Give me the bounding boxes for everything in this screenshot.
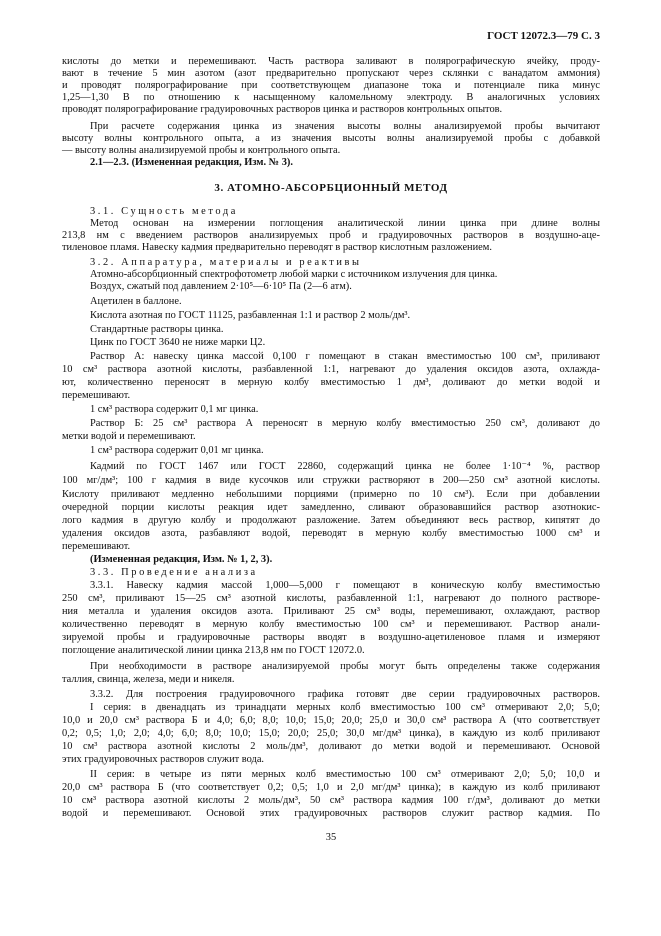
text-line: зируемой пробы и градуировочные растворы вводят в воздушно-ацетиленовое пламя и измеряют — [62, 632, 600, 643]
subsection-heading: 3.2. Аппаратура, материалы и реактивы — [90, 257, 362, 268]
text-line: 250 см³, приливают 15—25 см³ азотной кислоты, разбавленной 1:1, нагревают до полного растворе- — [62, 593, 600, 604]
text-line: кислоты до метки и перемешивают. Часть раствора заливают в полярографическую ячейку, проду- — [62, 56, 600, 67]
text-line: Воздух, сжатый под давлением 2·10⁵—6·10⁵ Па (2—6 атм). — [90, 281, 352, 292]
text-line: 20,0 см³ раствора Б (что соответствует 0,2; 0,5; 1,0 и 2,0 мг/дм³ цинка); в каждую из колб приливают — [62, 782, 600, 793]
text-line: Кислоту приливают медленно небольшими порциями (примерно по 10 см³). Если при добавлении — [62, 489, 600, 500]
text-line: Кадмий по ГОСТ 1467 или ГОСТ 22860, содержащий цинка не более 1·10⁻⁴ %, раствор — [90, 461, 600, 472]
text-line: Раствор Б: 25 см³ раствора А переносят в мерную колбу вместимостью 250 см³, доливают до — [90, 418, 600, 429]
text-line: Атомно-абсорбционный спектрофотометр любой марки с источником излучения для цинка. — [90, 269, 498, 280]
text-line: проводят полярографирование градуировочных растворов цинка и растворов контрольных опытов. — [62, 104, 503, 115]
text-line: поглощение аналитической линии цинка 213,8 нм по ГОСТ 12072.0. — [62, 645, 365, 656]
text-line: 0,2; 0,5; 1,0; 2,0; 4,0; 6,0; 8,0; 10,0; 15,0; 20,0; 25,0; 30,0 мг/дм³ цинка), в каждую из колб приливают — [62, 728, 600, 739]
text-line: 100 мг/дм³; 100 г кадмия в виде кусочков или стружки растворяют в 200—250 см³ азотной кислоты. — [62, 475, 600, 486]
text-line: таллия, свинца, железа, меди и никеля. — [62, 674, 235, 685]
text-line: I серия: в двенадцать из тринадцати мерных колб вместимостью 100 см³ отмеривают 2,0; 5,0; — [90, 702, 600, 713]
text-line: и проводят полярографирование при соответствующем диапазоне тока и потенциале пика минус — [62, 80, 600, 91]
amendment-note: 2.1—2.3. (Измененная редакция, Изм. № 3). — [90, 157, 293, 168]
text-line: 1 см³ раствора содержит 0,1 мг цинка. — [90, 404, 259, 415]
text-line: — высоту волны анализируемой пробы и контрольного опыта. — [62, 145, 341, 156]
running-head: ГОСТ 12072.3—79 С. 3 — [487, 30, 600, 42]
text-line: 10 см³ раствора азотной кислоты 2 моль/дм³, доливают до метки водой и перемешивают. Основой — [62, 741, 600, 752]
text-line: 10 см³ раствора азотной кислоты 2 моль/дм³, 50 см³ раствора кадмия 100 г/дм³, доливают до метки — [62, 795, 600, 806]
text-line: 3.3.2. Для построения градуировочного графика готовят две серии градуировочных растворов. — [90, 689, 600, 700]
text-line: При расчете содержания цинка из значения высоты волны анализируемой пробы вычитают — [90, 121, 600, 132]
text-line: Метод основан на измерении поглощения аналитической линии цинка при длине волны — [90, 218, 600, 229]
text-line: ют, количественно переносят в мерную колбу вместимостью 1 дм³, доливают до метки водой и — [62, 377, 600, 388]
text-line: Цинк по ГОСТ 3640 не ниже марки Ц2. — [90, 337, 266, 348]
text-line: Кислота азотная по ГОСТ 11125, разбавленная 1:1 и раствор 2 моль/дм³. — [90, 310, 411, 321]
subsection-heading: 3.1. Сущность метода — [90, 206, 238, 217]
text-line: лого кадмия в другую колбу и продолжают разложение. Затем объединяют весь раствор, кипятят до — [62, 515, 600, 526]
text-line: 3.3.1. Навеску кадмия массой 1,000—5,000 г помещают в коническую колбу вместимостью — [90, 580, 600, 591]
amendment-note: (Измененная редакция, Изм. № 1, 2, 3). — [90, 554, 273, 565]
text-line: этих градуировочных растворов служит вода. — [62, 754, 265, 765]
text-line: метки водой и перемешивают. — [62, 431, 196, 442]
text-line: высоту волны контрольного опыта, а из значения высоты волны анализируемой пробы с добавкой — [62, 133, 600, 144]
text-line: водой и перемешивают. Основой этих градуировочных растворов служит раствор кадмия. По — [62, 808, 600, 819]
text-line: вают в течение 5 мин азотом (азот предварительно пропускают через склянки с ванадатом аммония) — [62, 68, 600, 79]
text-line: количественно переводят в мерную колбу вместимостью 100 см³ и перемешивают. Раствор анали- — [62, 619, 600, 630]
page-number: 35 — [325, 832, 337, 843]
text-line: тиленовое пламя. Навеску кадмия предварительно переводят в раствор кислотным разложением. — [62, 242, 492, 253]
section-heading: 3. АТОМНО-АБСОРБЦИОННЫЙ МЕТОД — [214, 182, 448, 194]
text-line: Раствор А: навеску цинка массой 0,100 г помещают в стакан вместимостью 100 см³, приливают — [90, 351, 600, 362]
text-line: перемешивают. — [62, 390, 131, 401]
subsection-heading: 3.3. Проведение анализа — [90, 567, 258, 578]
text-line: перемешивают. — [62, 541, 131, 552]
text-line: 10,0 и 20,0 см³ раствора Б и 4,0; 6,0; 8,0; 10,0; 15,0; 20,0; 25,0 и 30,0 см³ раствора А (что соответствует — [62, 715, 600, 726]
text-line: 213,8 нм с введением растворов анализируемых проб и градуировочных растворов в воздушно-аце- — [62, 230, 600, 241]
text-line: Стандартные растворы цинка. — [90, 324, 224, 335]
text-line: удаления оксидов азота, разбавляют водой, переводят в мерную колбу вместимостью 1000 см³ и — [62, 528, 600, 539]
text-line: При необходимости в растворе анализируемой пробы могут быть определены также содержания — [90, 661, 600, 672]
text-line: очередной порции кислоты реакция идет замедленно, сливают образовавшийся раствор азотнокис- — [62, 502, 600, 513]
text-line: 10 см³ раствора азотной кислоты, разбавленной 1:1, нагревают до удаления оксидов азота, охлаждa- — [62, 364, 600, 375]
text-line: Ацетилен в баллоне. — [90, 296, 182, 307]
text-line: II серия: в четыре из пяти мерных колб вместимостью 100 см³ отмеривают 2,0; 5,0; 10,0 и — [90, 769, 600, 780]
text-line: 1,25—1,30 В по отношению к насыщенному каломельному электроду. В аналогичных условиях — [62, 92, 600, 103]
text-line: 1 см³ раствора содержит 0,01 мг цинка. — [90, 445, 264, 456]
text-line: ния металла и удаления оксидов азота. Приливают 25 см³ воды, перемешивают, охлаждают, раствор — [62, 606, 600, 617]
